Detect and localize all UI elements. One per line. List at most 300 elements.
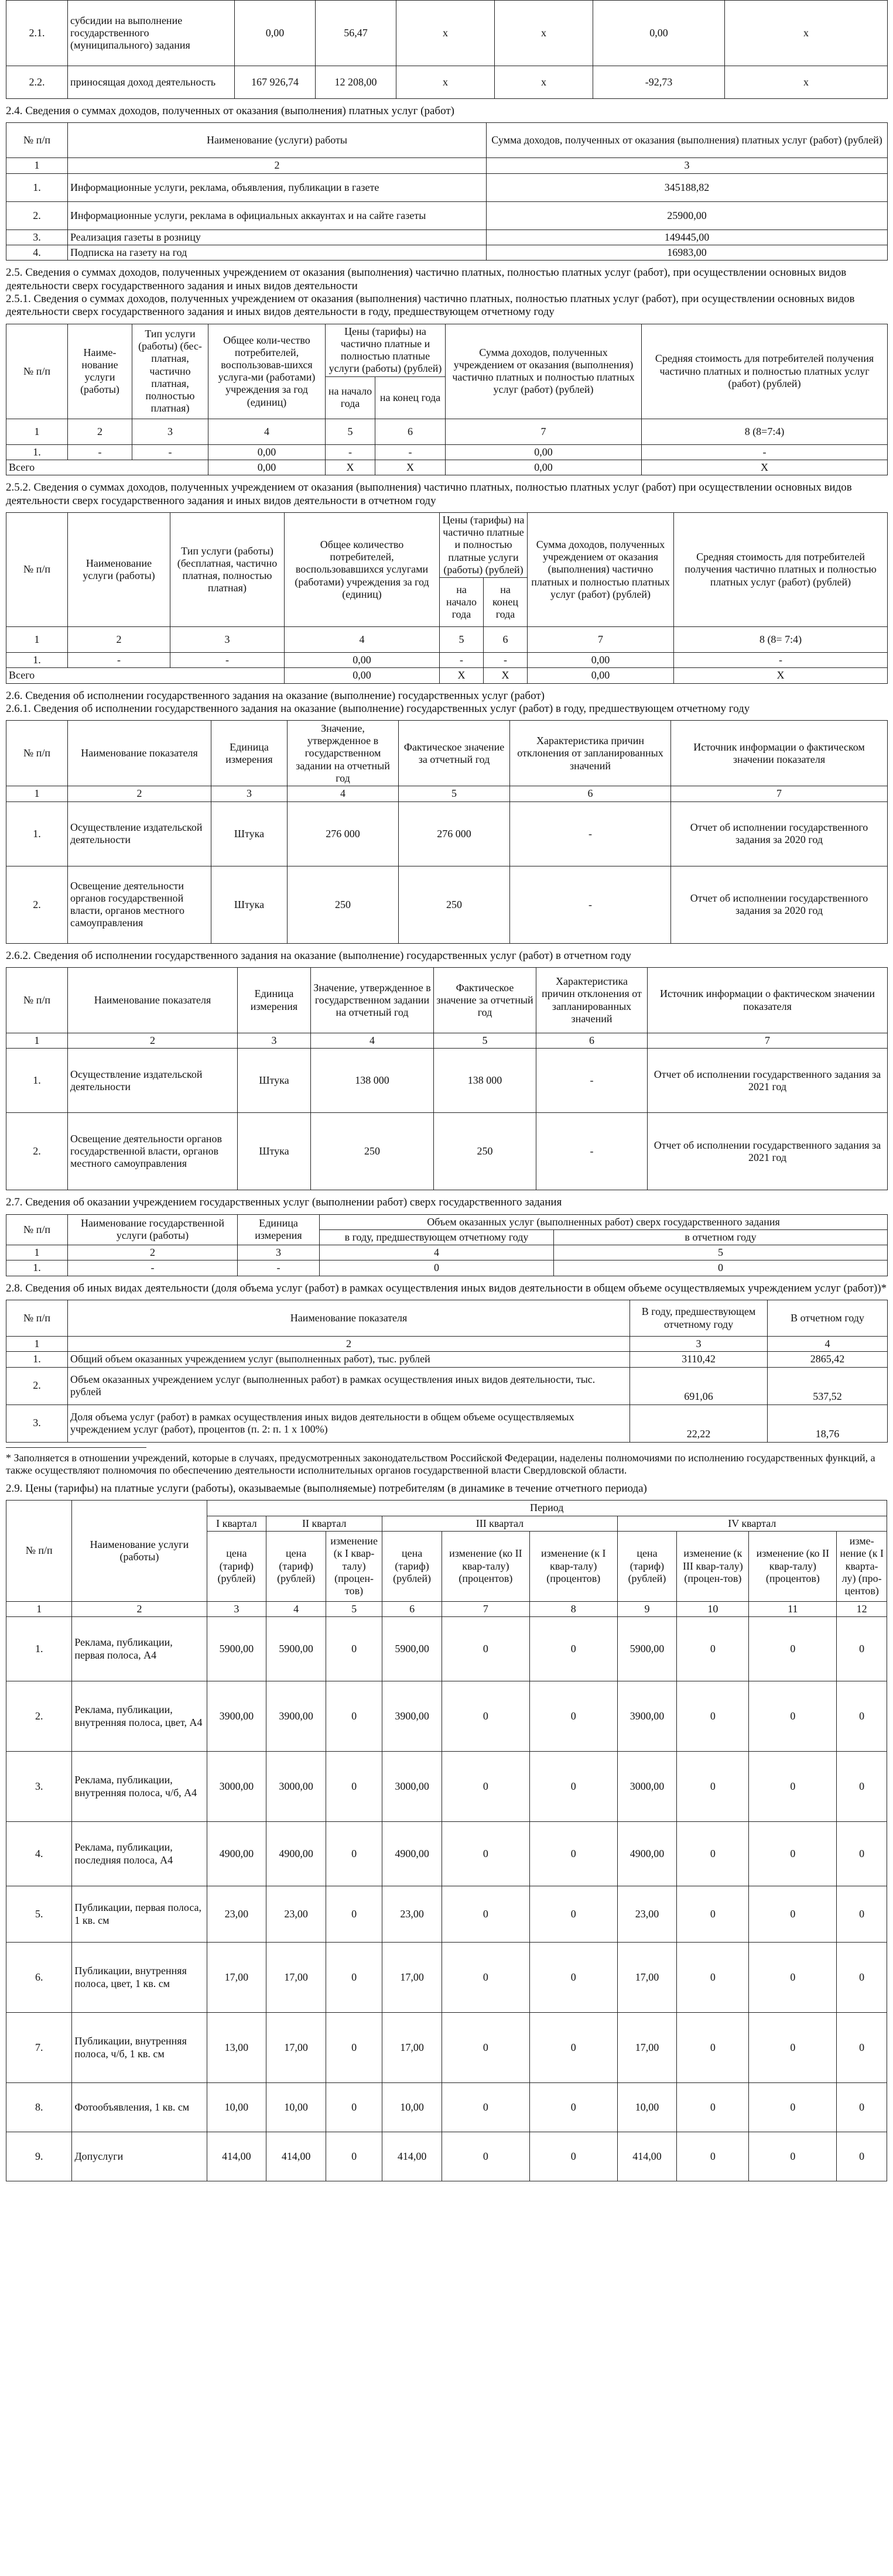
cell: 0 xyxy=(677,2083,749,2132)
cell: 23,00 xyxy=(207,1886,266,1943)
cell: 0 xyxy=(326,2132,382,2181)
cell: Осуществление издательской деятельности xyxy=(68,801,211,866)
cell: Публикации, внутренняя полоса, цвет, 1 кв. см xyxy=(72,1943,207,2013)
cell: x xyxy=(396,66,495,99)
cell: 23,00 xyxy=(266,1886,326,1943)
cell: 0,00 xyxy=(208,460,326,475)
cell: 0 xyxy=(677,1681,749,1752)
col-header: № п/п xyxy=(6,123,68,158)
total-label: Всего xyxy=(6,668,285,683)
cell: 0 xyxy=(442,1752,529,1822)
table-row xyxy=(6,173,888,201)
cell: 0,00 xyxy=(593,1,725,66)
col-header: Единица измерения xyxy=(238,968,311,1033)
col-header-quarter: II квартал xyxy=(266,1516,382,1531)
cell: 3110,42 xyxy=(630,1352,768,1367)
cell: 13,00 xyxy=(207,2013,266,2083)
cell: Отчет об исполнении государственного задания за 2020 год xyxy=(671,801,888,866)
section-2-6-1-heading: 2.6.1. Сведения об исполнении государственного задания на оказание (выполнение) государственных услуг (работ) в году, предшествующем отчетному году xyxy=(6,703,750,715)
col-header: № п/п xyxy=(6,1300,68,1337)
col-number: 2 xyxy=(72,1601,207,1616)
col-number: 2 xyxy=(68,419,132,444)
cell: 2865,42 xyxy=(768,1352,888,1367)
col-number: 9 xyxy=(617,1601,677,1616)
cell: - xyxy=(484,653,528,668)
col-header: Сумма доходов, полученных учреждением от оказания (выполнения) частично платных и полностью платных услуг (работ) (рублей) xyxy=(446,324,642,419)
cell: 0 xyxy=(529,1752,617,1822)
cell: - xyxy=(674,653,888,668)
cell: 0 xyxy=(749,1681,837,1752)
section-2-5-2-title: 2.5.2. Сведения о суммах доходов, полученных учреждением от оказания (выполнения) частично платных, полностью платных услуг (работ) при осуществлении основных видов деятельности сверх государственного задания и иных видов деятельности в отчетном году xyxy=(6,481,852,507)
cell: 1. xyxy=(6,653,68,668)
col-header: Источник информации о фактическом значении показателя xyxy=(648,968,888,1033)
table-row xyxy=(6,2083,887,2132)
col-header: цена (тариф) (рублей) xyxy=(266,1531,326,1601)
cell: 0 xyxy=(326,1617,382,1681)
cell: X xyxy=(484,668,528,683)
cell: 0 xyxy=(749,1943,837,2013)
col-header: Единица измерения xyxy=(238,1214,320,1245)
cell: 149445,00 xyxy=(487,229,888,245)
cell: 250 xyxy=(399,866,510,943)
col-number: 5 xyxy=(554,1245,888,1260)
cell: X xyxy=(375,460,446,475)
cell: 0 xyxy=(749,1886,837,1943)
cell: 0 xyxy=(837,1886,887,1943)
cell: 250 xyxy=(311,1113,434,1190)
col-header: цена (тариф) (рублей) xyxy=(207,1531,266,1601)
col-number: 1 xyxy=(6,1245,68,1260)
col-number: 6 xyxy=(510,786,671,801)
footnote: * Заполняется в отношении учреждений, которые в случаях, предусмотренных законодательством Российской Федерации, наделены полномочиями по исполнению государственных функций, а также осуществляют полномочия по обеспечению деятельности исполнительных органов государственной власти Свердловской области. xyxy=(6,1452,887,1477)
col-number: 1 xyxy=(6,786,68,801)
cell: 0 xyxy=(554,1260,888,1276)
table-row xyxy=(6,1752,887,1822)
cell: Публикации, внутренняя полоса, ч/б, 1 кв. см xyxy=(72,2013,207,2083)
col-number: 10 xyxy=(677,1601,749,1616)
col-header: на конец года xyxy=(484,578,528,627)
col-header: Единица измерения xyxy=(211,721,288,786)
cell: Фотообъявления, 1 кв. см xyxy=(72,2083,207,2132)
table-row xyxy=(6,245,888,260)
col-header: № п/п xyxy=(6,512,68,626)
col-number: 6 xyxy=(382,1601,442,1616)
col-number: 4 xyxy=(288,786,399,801)
cell: 1. xyxy=(6,173,68,201)
col-header: изменение (к III квар-талу) (процен-тов) xyxy=(677,1531,749,1601)
cell: 0 xyxy=(677,1822,749,1886)
cell: 3000,00 xyxy=(382,1752,442,1822)
cell: 0 xyxy=(677,1943,749,2013)
col-number: 1 xyxy=(6,1601,72,1616)
col-number: 6 xyxy=(375,419,446,444)
cell: 0 xyxy=(837,1617,887,1681)
cell: 0 xyxy=(677,1752,749,1822)
cell: 691,06 xyxy=(630,1367,768,1405)
cell: 138 000 xyxy=(311,1049,434,1113)
cell: 0 xyxy=(677,1617,749,1681)
cell: 414,00 xyxy=(207,2132,266,2181)
col-number: 3 xyxy=(132,419,208,444)
cell: 4900,00 xyxy=(266,1822,326,1886)
cell: 0 xyxy=(442,2083,529,2132)
cell: 414,00 xyxy=(382,2132,442,2181)
cell: 3900,00 xyxy=(617,1681,677,1752)
table-row xyxy=(6,1617,887,1681)
cell: 4. xyxy=(6,245,68,260)
gov-task-report-year-table xyxy=(6,967,888,1190)
other-activities-table xyxy=(6,1300,888,1442)
cell: 0,00 xyxy=(528,653,674,668)
cell: Реклама, публикации, первая полоса, А4 xyxy=(72,1617,207,1681)
cell: Информационные услуги, реклама, объявления, публикации в газете xyxy=(68,173,487,201)
cell: 0 xyxy=(837,2132,887,2181)
cell: 414,00 xyxy=(266,2132,326,2181)
cell: 1. xyxy=(6,1617,72,1681)
cell: 4900,00 xyxy=(617,1822,677,1886)
cell: 3000,00 xyxy=(207,1752,266,1822)
table-row xyxy=(6,1352,888,1367)
col-header-quarter: I квартал xyxy=(207,1516,266,1531)
cell: 0 xyxy=(749,2132,837,2181)
cell: 0 xyxy=(749,1752,837,1822)
cell: 16983,00 xyxy=(487,245,888,260)
cell: 1. xyxy=(6,444,68,460)
cell: 0 xyxy=(326,1822,382,1886)
cell: - xyxy=(536,1113,648,1190)
cell: Штука xyxy=(238,1049,311,1113)
total-row xyxy=(6,668,888,683)
cell: 0 xyxy=(529,1822,617,1886)
cell: 250 xyxy=(434,1113,536,1190)
cell: 0 xyxy=(529,2132,617,2181)
col-header: Наименование услуги (работы) xyxy=(68,512,170,626)
cell: Реклама, публикации, внутренняя полоса, цвет, А4 xyxy=(72,1681,207,1752)
table-row xyxy=(6,444,888,460)
col-header: Наиме-нование услуги (работы) xyxy=(68,324,132,419)
total-row xyxy=(6,460,888,475)
cell: - xyxy=(326,444,375,460)
cell: 2. xyxy=(6,1367,68,1405)
cell: - xyxy=(440,653,484,668)
cell: Объем оказанных учреждением услуг (выполненных работ) в рамках осуществления иных видов деятельности, тыс. рублей xyxy=(68,1367,630,1405)
col-number: 12 xyxy=(837,1601,887,1616)
col-header: Тип услуги (работы) (бес-платная, частично платная, полностью платная) xyxy=(132,324,208,419)
col-header: цена (тариф) (рублей) xyxy=(382,1531,442,1601)
cell: 0 xyxy=(326,2083,382,2132)
col-header: на начало года xyxy=(326,376,375,419)
cell: 2.2. xyxy=(6,66,68,99)
cell: 8. xyxy=(6,2083,72,2132)
col-number: 7 xyxy=(671,786,888,801)
cell: 10,00 xyxy=(207,2083,266,2132)
cell: - xyxy=(68,653,170,668)
cell: 3900,00 xyxy=(207,1681,266,1752)
col-header: изменение (ко II квар-талу) (процентов) xyxy=(442,1531,529,1601)
cell: Информационные услуги, реклама в официальных аккаунтах и на сайте газеты xyxy=(68,201,487,229)
services-over-task-table xyxy=(6,1214,888,1276)
col-number: 1 xyxy=(6,158,68,173)
cell: 4900,00 xyxy=(207,1822,266,1886)
col-number: 1 xyxy=(6,627,68,653)
cell: 0 xyxy=(529,1943,617,2013)
col-number: 3 xyxy=(211,786,288,801)
cell: 23,00 xyxy=(382,1886,442,1943)
col-number: 3 xyxy=(487,158,888,173)
col-header: № п/п xyxy=(6,1501,72,1601)
cell: 2. xyxy=(6,1681,72,1752)
col-number: 3 xyxy=(207,1601,266,1616)
cell: 0 xyxy=(749,2013,837,2083)
col-header: Наименование показателя xyxy=(68,1300,630,1337)
cell: 276 000 xyxy=(399,801,510,866)
col-number: 4 xyxy=(311,1033,434,1049)
cell: 250 xyxy=(288,866,399,943)
total-label: Всего xyxy=(6,460,208,475)
table-row xyxy=(6,1260,888,1276)
cell: Доля объема услуг (работ) в рамках осуществления иных видов деятельности в общем объеме осуществляемых учреждением услуг (работ), процентов (п. 2: п. 1 x 100%) xyxy=(68,1405,630,1442)
cell: 276 000 xyxy=(288,801,399,866)
cell: 17,00 xyxy=(617,1943,677,2013)
section-2-6-title xyxy=(6,690,887,716)
cell: 0 xyxy=(837,1822,887,1886)
table-row xyxy=(6,1049,888,1113)
section-2-4-title: 2.4. Сведения о суммах доходов, полученных от оказания (выполнения) платных услуг (работ) xyxy=(6,105,454,117)
cell: 0 xyxy=(677,2013,749,2083)
col-header: № п/п xyxy=(6,324,68,419)
col-number: 7 xyxy=(442,1601,529,1616)
cell: 0 xyxy=(749,1617,837,1681)
cell: 2. xyxy=(6,1113,68,1190)
col-header: № п/п xyxy=(6,968,68,1033)
cell: 0 xyxy=(749,2083,837,2132)
col-header: на начало года xyxy=(440,578,484,627)
cell: 0 xyxy=(320,1260,554,1276)
cell: 0 xyxy=(442,1943,529,2013)
cell: - xyxy=(238,1260,320,1276)
col-number: 2 xyxy=(68,627,170,653)
col-header: цена (тариф) (рублей) xyxy=(617,1531,677,1601)
col-number: 2 xyxy=(68,1245,238,1260)
cell: 0 xyxy=(837,2083,887,2132)
cell: 2.1. xyxy=(6,1,68,66)
cell: 0 xyxy=(837,1752,887,1822)
col-number: 3 xyxy=(630,1337,768,1352)
cell: Освещение деятельности органов государственной власти, органов местного самоуправления xyxy=(68,1113,238,1190)
table-row xyxy=(6,1113,888,1190)
cell: 0,00 xyxy=(208,444,326,460)
col-header: изменение (к I квар-талу) (процен-тов) xyxy=(326,1531,382,1601)
cell: 0 xyxy=(442,1822,529,1886)
col-header: Объем оказанных услуг (выполненных работ) сверх государственного задания xyxy=(320,1214,888,1229)
cell: - xyxy=(510,801,671,866)
cell: Осуществление издательской деятельности xyxy=(68,1049,238,1113)
cell: 0 xyxy=(837,1681,887,1752)
paid-services-income-table xyxy=(6,122,888,261)
cell: 0 xyxy=(529,1886,617,1943)
cell: 5900,00 xyxy=(266,1617,326,1681)
col-number: 4 xyxy=(285,627,440,653)
cell: Реклама, публикации, последняя полоса, А4 xyxy=(72,1822,207,1886)
table-row xyxy=(6,1886,887,1943)
cell: x xyxy=(495,1,593,66)
cell: 0 xyxy=(529,1617,617,1681)
cell: 0 xyxy=(529,1681,617,1752)
col-header: Сумма доходов, полученных учреждением от оказания (выполнения) частично платных и полностью платных услуг (работ) (рублей) xyxy=(528,512,674,626)
cell: 345188,82 xyxy=(487,173,888,201)
cell: Штука xyxy=(211,801,288,866)
col-header: № п/п xyxy=(6,721,68,786)
cell: Реклама, публикации, внутренняя полоса, ч/б, А4 xyxy=(72,1752,207,1822)
cell: x xyxy=(725,1,888,66)
cell: 3. xyxy=(6,1405,68,1442)
cell: приносящая доход деятельность xyxy=(68,66,235,99)
table-row xyxy=(6,801,888,866)
col-number: 3 xyxy=(238,1245,320,1260)
cell: 5900,00 xyxy=(617,1617,677,1681)
cell: 1. xyxy=(6,801,68,866)
document-page xyxy=(6,0,887,2181)
cell: 0 xyxy=(442,1886,529,1943)
cell: Отчет об исполнении государственного задания за 2020 год xyxy=(671,866,888,943)
cell: 10,00 xyxy=(382,2083,442,2132)
cell: x xyxy=(396,1,495,66)
col-header: Цены (тарифы) на частично платные и полностью платные услуги (работы) (рублей) xyxy=(440,512,528,577)
cell: Штука xyxy=(238,1113,311,1190)
col-header: изменение (ко II квар-талу) (процентов) xyxy=(749,1531,837,1601)
col-header-quarter: III квартал xyxy=(382,1516,617,1531)
cell: 0,00 xyxy=(235,1,316,66)
cell: Публикации, первая полоса, 1 кв. см xyxy=(72,1886,207,1943)
cell: 17,00 xyxy=(266,2013,326,2083)
cell: 0,00 xyxy=(446,444,642,460)
cell: Отчет об исполнении государственного задания за 2021 год xyxy=(648,1049,888,1113)
cell: 2. xyxy=(6,866,68,943)
cell: 5. xyxy=(6,1886,72,1943)
col-number: 6 xyxy=(536,1033,648,1049)
cell: Общий объем оказанных учреждением услуг (выполненных работ), тыс. рублей xyxy=(68,1352,630,1367)
section-2-6-heading: 2.6. Сведения об исполнении государственного задания на оказание (выполнение) государственных услуг (работ) xyxy=(6,689,545,702)
cell: Отчет об исполнении государственного задания за 2021 год xyxy=(648,1113,888,1190)
cell: 0 xyxy=(677,2132,749,2181)
cell: 0 xyxy=(442,2013,529,2083)
col-number: 3 xyxy=(238,1033,311,1049)
cell: 17,00 xyxy=(617,2013,677,2083)
table-row xyxy=(6,1405,888,1442)
cell: 10,00 xyxy=(266,2083,326,2132)
cell: 6. xyxy=(6,1943,72,2013)
col-number: 5 xyxy=(399,786,510,801)
col-number: 8 (8= 7:4) xyxy=(674,627,888,653)
income-report-year-table xyxy=(6,512,888,684)
col-header: Сумма доходов, полученных от оказания (выполнения) платных услуг (работ) (рублей) xyxy=(487,123,888,158)
col-number: 6 xyxy=(484,627,528,653)
table-row xyxy=(6,653,888,668)
cell: 138 000 xyxy=(434,1049,536,1113)
cell: 0 xyxy=(677,1886,749,1943)
col-number: 8 (8=7:4) xyxy=(642,419,888,444)
cell: 0 xyxy=(837,1943,887,2013)
col-number: 2 xyxy=(68,786,211,801)
col-header: Характеристика причин отклонения от запланированных значений xyxy=(510,721,671,786)
cell: 0 xyxy=(749,1822,837,1886)
col-number: 2 xyxy=(68,1033,238,1049)
cell: 0 xyxy=(442,1617,529,1681)
price-dynamics-table xyxy=(6,1500,887,2181)
col-number: 5 xyxy=(434,1033,536,1049)
col-header: Значение, утвержденное в государственном задании на отчетный год xyxy=(311,968,434,1033)
cell: - xyxy=(536,1049,648,1113)
cell: Подписка на газету на год xyxy=(68,245,487,260)
table-row xyxy=(6,2013,887,2083)
col-header: В отчетном году xyxy=(768,1300,888,1337)
col-header: № п/п xyxy=(6,1214,68,1245)
cell: 3900,00 xyxy=(382,1681,442,1752)
col-header: Наименование (услуги) работы xyxy=(68,123,487,158)
cell: X xyxy=(326,460,375,475)
col-header: изме-нение (к I кварта-лу) (про-центов) xyxy=(837,1531,887,1601)
col-header: на конец года xyxy=(375,376,446,419)
section-2-8-title: 2.8. Сведения об иных видах деятельности (доля объема услуг (работ) в рамках осуществления иных видов деятельности в общем объеме осуществляемых учреждением услуг (работ))* xyxy=(6,1282,887,1294)
cell: X xyxy=(642,460,888,475)
table-row xyxy=(6,866,888,943)
cell: 0,00 xyxy=(285,668,440,683)
cell: 7. xyxy=(6,2013,72,2083)
col-number: 11 xyxy=(749,1601,837,1616)
table-row xyxy=(6,2132,887,2181)
col-number: 4 xyxy=(208,419,326,444)
col-header: изменение (к I квар-талу) (процентов) xyxy=(529,1531,617,1601)
col-number: 8 xyxy=(529,1601,617,1616)
cell: Штука xyxy=(211,866,288,943)
col-number: 4 xyxy=(266,1601,326,1616)
gov-task-prev-year-table xyxy=(6,720,888,943)
col-header: Цены (тарифы) на частично платные и полностью платные услуги (работы) (рублей) xyxy=(326,324,446,376)
col-header-quarter: IV квартал xyxy=(617,1516,887,1531)
cell: x xyxy=(725,66,888,99)
col-number: 1 xyxy=(6,1033,68,1049)
col-number: 2 xyxy=(68,1337,630,1352)
table-row xyxy=(6,1681,887,1752)
cell: 12 208,00 xyxy=(316,66,396,99)
cell: 17,00 xyxy=(382,2013,442,2083)
section-2-5-1-heading: 2.5.1. Сведения о суммах доходов, полученных учреждением от оказания (выполнения) частично платных, полностью платных услуг (работ), при осуществлении основных видов деятельности сверх государственного задания и иных видов деятельности в году, предшествующем отчетному году xyxy=(6,292,855,318)
cell: - xyxy=(68,1260,238,1276)
section-2-6-2-title: 2.6.2. Сведения об исполнении государственного задания на оказание (выполнение) государственных услуг (работ) в отчетном году xyxy=(6,949,632,962)
table-row xyxy=(6,201,888,229)
cell: 0 xyxy=(326,1943,382,2013)
cell: 167 926,74 xyxy=(235,66,316,99)
table-row xyxy=(6,1943,887,2013)
cell: 0,00 xyxy=(446,460,642,475)
cell: 23,00 xyxy=(617,1886,677,1943)
cell: 3. xyxy=(6,229,68,245)
section-2-5-title xyxy=(6,266,887,319)
cell: Допуслуги xyxy=(72,2132,207,2181)
cell: - xyxy=(375,444,446,460)
col-number: 7 xyxy=(648,1033,888,1049)
col-number: 5 xyxy=(326,419,375,444)
cell: 56,47 xyxy=(316,1,396,66)
income-prev-year-table xyxy=(6,324,888,475)
income-continuation-table xyxy=(6,0,888,99)
cell: 0 xyxy=(326,1886,382,1943)
cell: 1. xyxy=(6,1260,68,1276)
col-header: Тип услуги (работы) (бесплатная, частично платная, полностью платная) xyxy=(170,512,285,626)
col-header: Источник информации о фактическом значении показателя xyxy=(671,721,888,786)
cell: 17,00 xyxy=(382,1943,442,2013)
col-header: Наименование показателя xyxy=(68,968,238,1033)
